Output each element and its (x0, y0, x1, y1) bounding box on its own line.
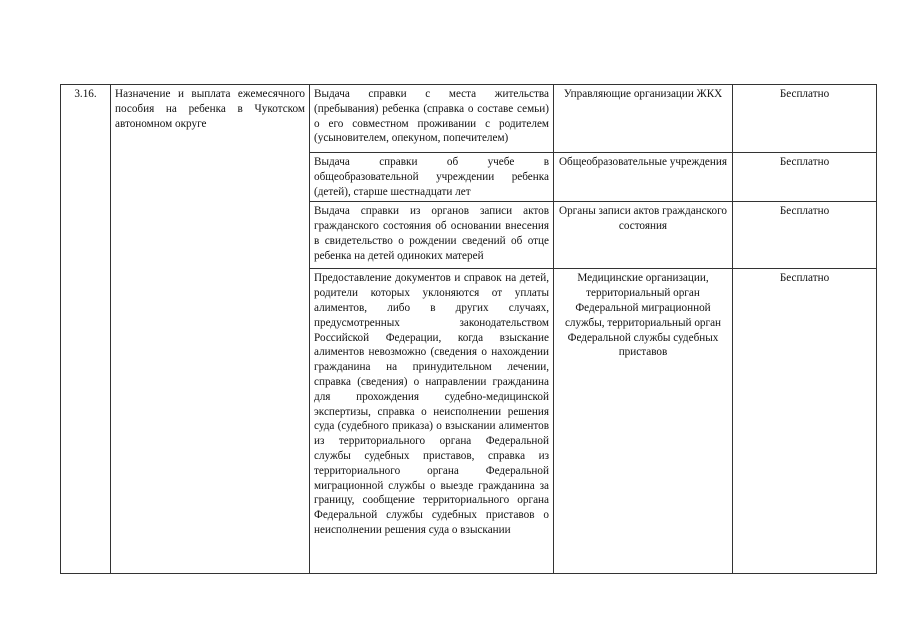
item-number: 3.16. (61, 85, 111, 574)
document-cell: Выдача справки с места жительства (пребывания) ребенка (справка о составе семьи) о его совместном проживании с родителем (усыновителем, опекуном, попечителем) (310, 85, 554, 153)
price-cell: Бесплатно (733, 269, 877, 574)
table-row (61, 85, 877, 153)
organization-cell: Органы записи актов гражданского состояния (554, 202, 733, 269)
document-cell: Предоставление документов и справок на детей, родители которых уклоняются от уплаты алиментов, либо в других случаях, предусмотренных законодательством Российской Федерации, когда взыскание алиментов невозможно (сведения о нахождении гражданина на принудительном лечении, справка (сведения) о направлении гражданина для прохождения судебно-медицинской экспертизы, справка о неисполнении решения суда (судебного приказа) о взыскании алиментов из территориального органа Федеральной службы судебных приставов, справка из территориального органа Федеральной миграционной службы о выезде гражданина за границу, сообщение территориального органа Федеральной службы судебных приставов о неисполнении решения суда о взыскании (310, 269, 554, 574)
price-cell: Бесплатно (733, 202, 877, 269)
price-cell: Бесплатно (733, 85, 877, 153)
document-cell: Выдача справки об учебе в общеобразовательной учреждении ребенка (детей), старше шестнадцати лет (310, 153, 554, 202)
services-table (60, 84, 877, 574)
organization-cell: Общеобразовательные учреждения (554, 153, 733, 202)
document-cell: Выдача справки из органов записи актов гражданского состояния об основании внесения в свидетельство о рождении сведений об отце ребенка на детей одиноких матерей (310, 202, 554, 269)
service-name: Назначение и выплата ежемесячного пособия на ребенка в Чукотском автономном округе (111, 85, 310, 574)
organization-cell: Управляющие организации ЖКХ (554, 85, 733, 153)
price-cell: Бесплатно (733, 153, 877, 202)
organization-cell: Медицинские организации, территориальный орган Федеральной миграционной службы, территориальный орган Федеральной службы судебных приставов (554, 269, 733, 574)
